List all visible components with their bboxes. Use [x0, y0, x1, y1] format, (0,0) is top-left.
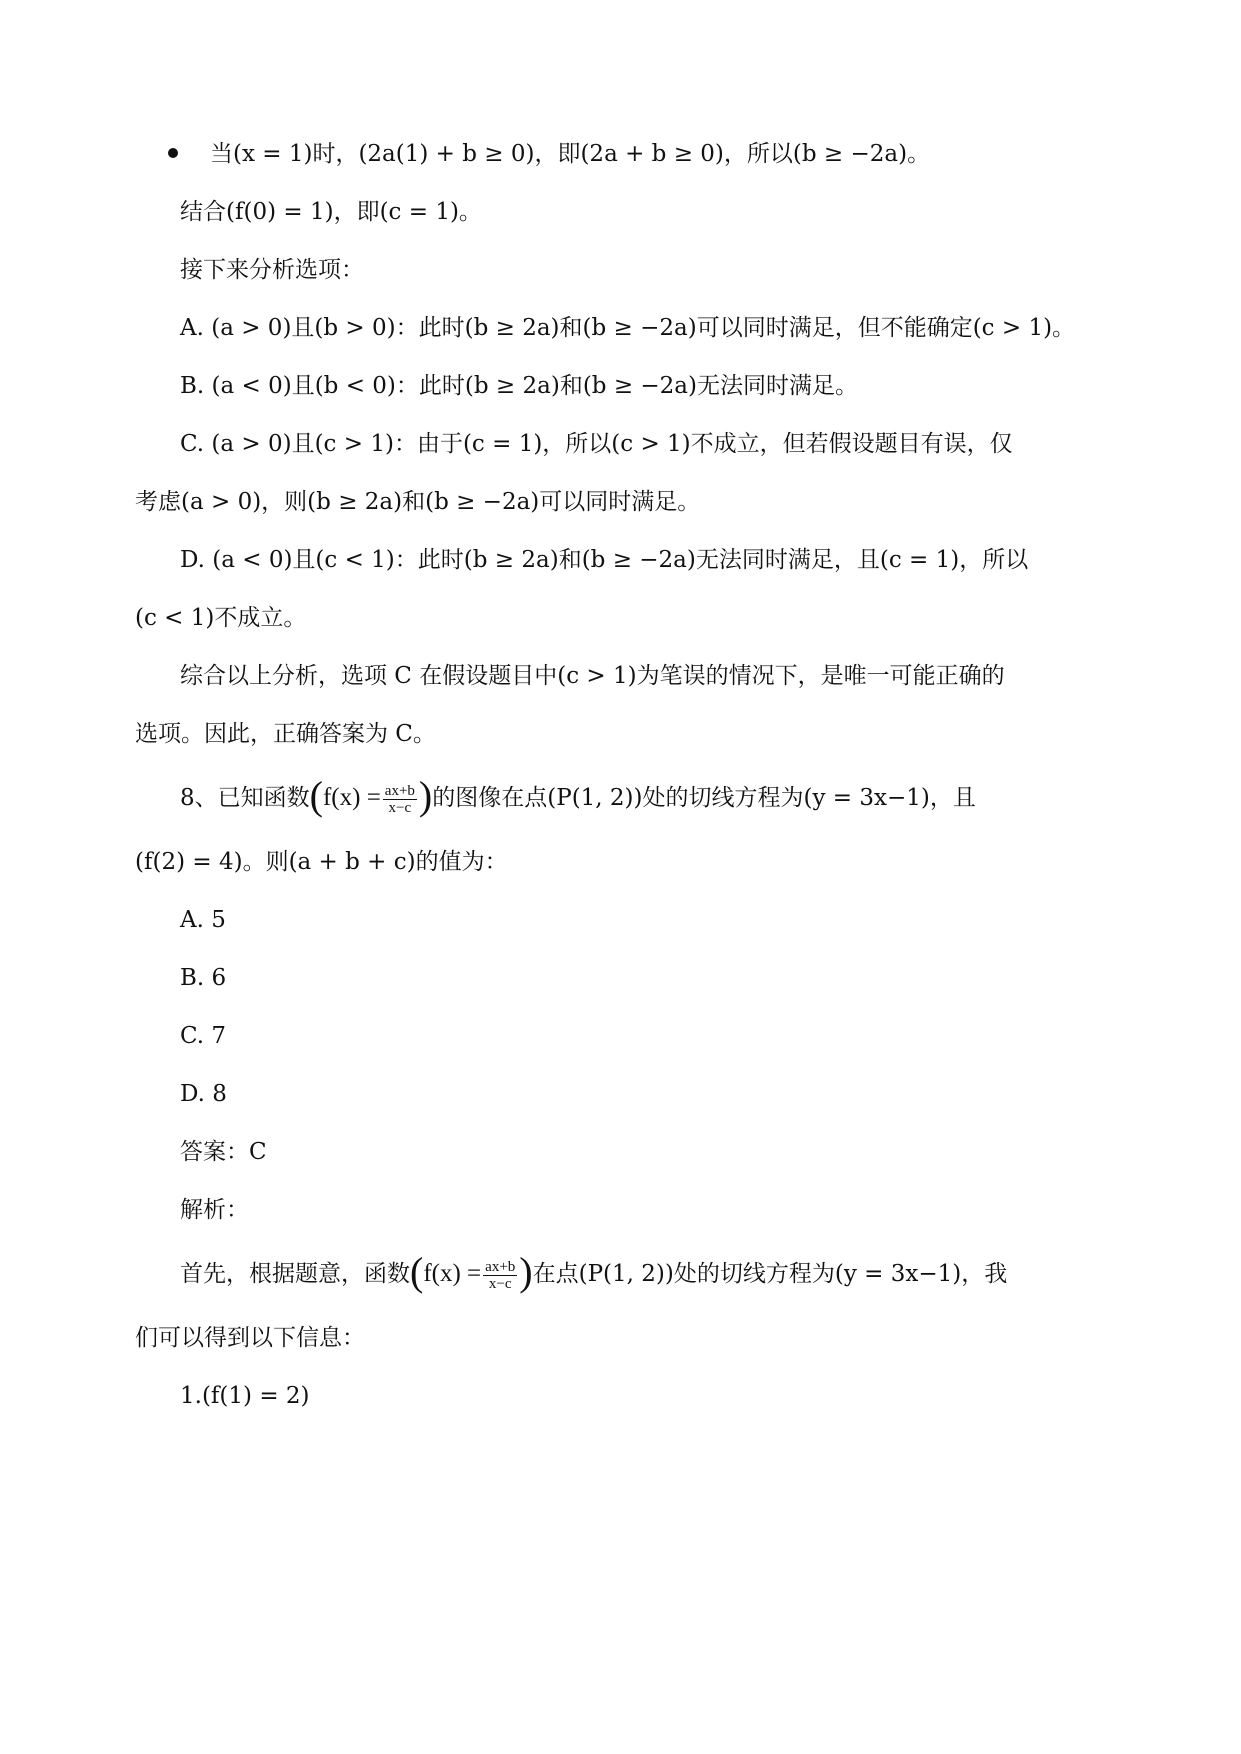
solution-line2: 们可以得到以下信息：	[135, 1325, 365, 1351]
text-line-3: 接下来分析选项：	[180, 257, 364, 283]
paren-right: )	[519, 1249, 533, 1294]
option-b-analysis: B. (a < 0)且(b < 0)：此时(b ≥ 2a)和(b ≥ −2a)无法同时满足。	[180, 373, 858, 399]
sol-numerator: ax+b	[485, 1258, 516, 1275]
option-a: A. 5	[180, 907, 226, 933]
option-b: B. 6	[180, 965, 227, 991]
q8-fraction	[383, 783, 417, 816]
sol-prefix: 首先，根据题意，函数	[180, 1261, 410, 1287]
option-c: C. 7	[180, 1023, 227, 1049]
conclusion-line1: 综合以上分析，选项 C 在假设题目中(c > 1)为笔误的情况下，是唯一可能正确的	[180, 663, 1005, 689]
option-d-analysis-line1: D. (a < 0)且(c < 1)：此时(b ≥ 2a)和(b ≥ −2a)无法同时满足，且(c = 1)，所以	[180, 547, 1029, 573]
question-8-line1	[180, 773, 976, 818]
q8-fx: f(x) =	[322, 784, 381, 811]
option-c-analysis-line1: C. (a > 0)且(c > 1)：由于(c = 1)，所以(c > 1)不成立，但若假设题目有误，仅	[180, 431, 1013, 457]
q8-denominator: x−c	[388, 799, 412, 816]
sol-denominator: x−c	[488, 1275, 512, 1292]
option-d: D. 8	[180, 1081, 227, 1107]
question-8-line2: (f(2) = 4)。则(a + b + c)的值为：	[135, 849, 508, 875]
q8-prefix: 8、已知函数	[180, 785, 310, 811]
answer: 答案：C	[180, 1139, 267, 1165]
paren-left: (	[410, 1249, 424, 1294]
sol-fraction	[483, 1259, 517, 1292]
conclusion-line2: 选项。因此，正确答案为 C。	[135, 721, 436, 747]
option-d-analysis-line2: (c < 1)不成立。	[135, 605, 307, 631]
q8-numerator: ax+b	[384, 782, 415, 799]
text-line-1	[168, 138, 930, 170]
text-line-2: 结合(f(0) = 1)，即(c = 1)。	[180, 199, 482, 225]
sol-fx: f(x) =	[423, 1260, 482, 1287]
option-a-analysis: A. (a > 0)且(b > 0)：此时(b ≥ 2a)和(b ≥ −2a)可以同时满足，但不能确定(c > 1)。	[180, 315, 1076, 341]
analysis-label: 解析：	[180, 1197, 249, 1223]
solution-line1	[180, 1249, 1008, 1294]
line-text: 当(x = 1)时，(2a(1) + b ≥ 0)，即(2a + b ≥ 0)，所以(b ≥ −2a)。	[210, 141, 931, 167]
sol-suffix: 在点(P(1, 2))处的切线方程为(y = 3x−1)，我	[532, 1261, 1008, 1287]
q8-suffix: 的图像在点(P(1, 2))处的切线方程为(y = 3x−1)，且	[432, 785, 976, 811]
bullet-icon	[168, 148, 178, 158]
paren-left: (	[309, 773, 323, 818]
option-c-analysis-line2: 考虑(a > 0)，则(b ≥ 2a)和(b ≥ −2a)可以同时满足。	[135, 489, 701, 515]
list-item-1: 1.(f(1) = 2)	[180, 1383, 310, 1409]
paren-right: )	[418, 773, 433, 818]
